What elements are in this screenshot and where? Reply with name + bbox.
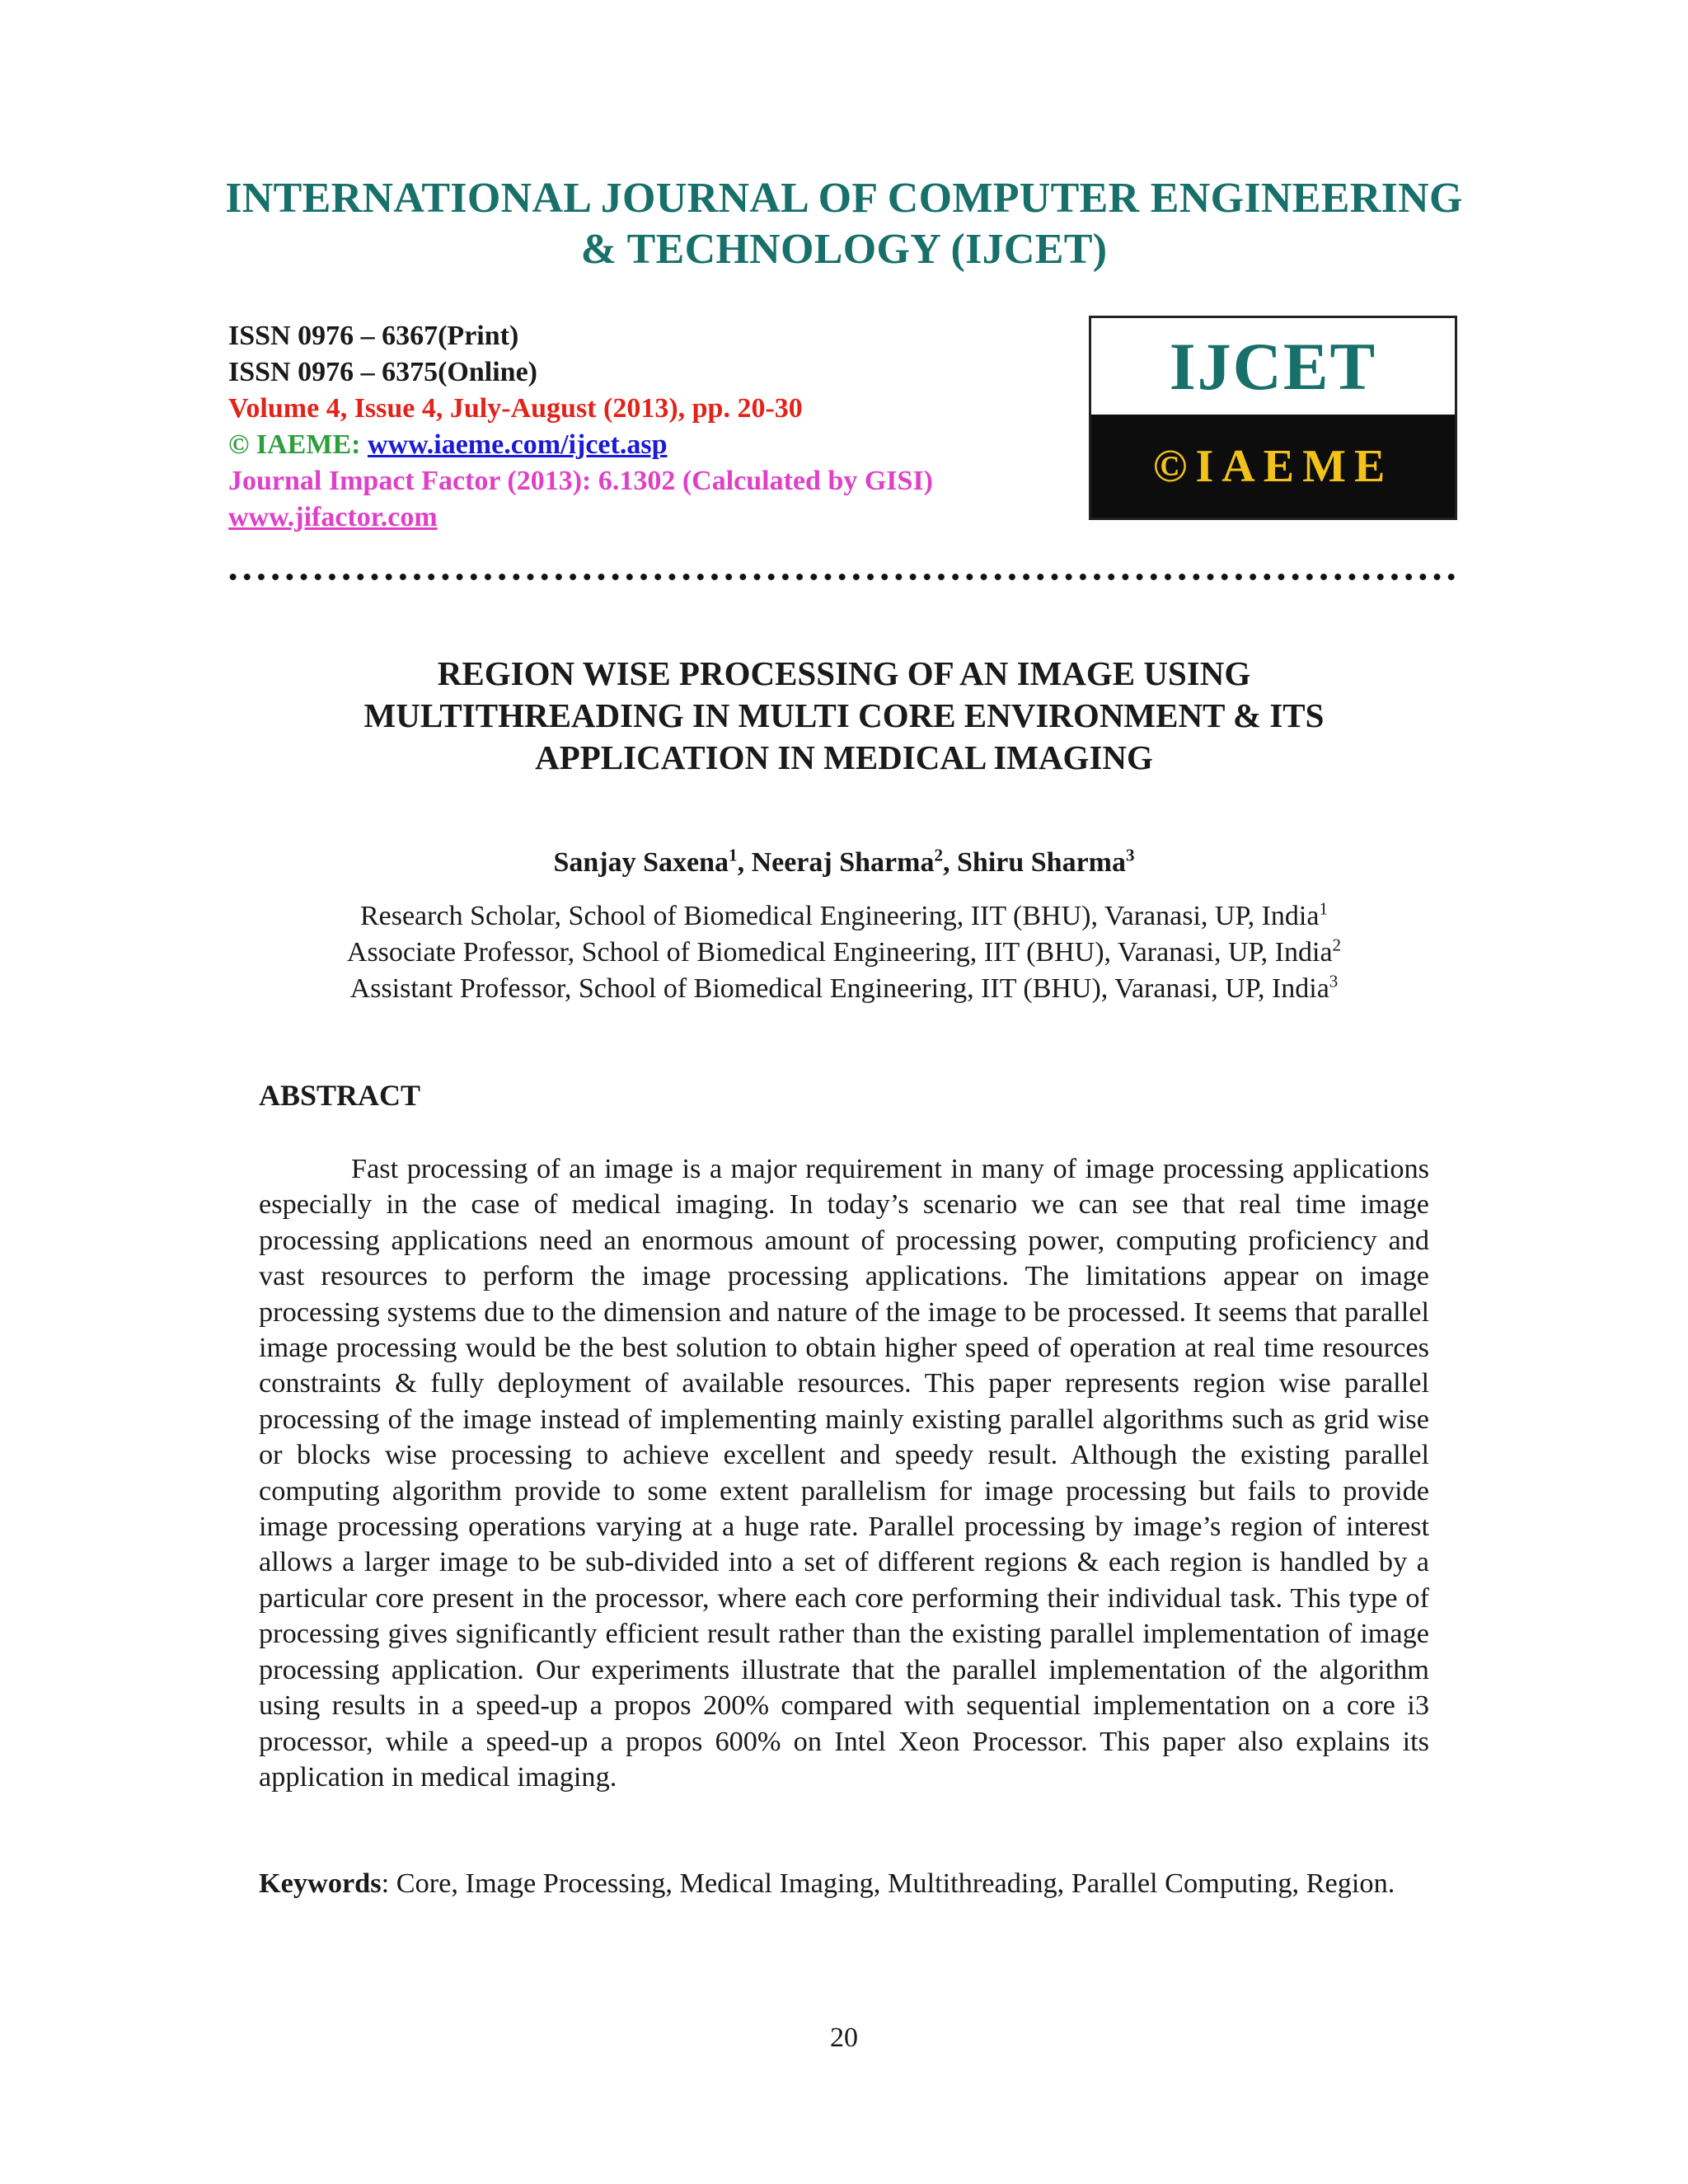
journal-title-line-1: INTERNATIONAL JOURNAL OF COMPUTER ENGINEERING [225, 175, 1463, 222]
affiliation-text: Assistant Professor, School of Biomedical Engineering, IIT (BHU), Varanasi, UP, India [349, 973, 1329, 1004]
abstract-heading: ABSTRACT [259, 1079, 421, 1112]
copyright-line [228, 427, 1053, 463]
author-sup: 3 [1126, 845, 1135, 865]
journal-title [0, 173, 1688, 275]
author-sup: 2 [934, 845, 943, 865]
affiliation-sup: 3 [1329, 971, 1339, 991]
author-separator: , [943, 847, 957, 878]
impact-factor: Journal Impact Factor (2013): 6.1302 (Calculated by GISI) [228, 466, 933, 496]
journal-title-line-2: & TECHNOLOGY (IJCET) [580, 226, 1108, 273]
journal-metadata [228, 318, 1053, 536]
affiliation-list [0, 898, 1688, 1007]
author-name: Neeraj Sharma [751, 847, 935, 878]
journal-url-link[interactable]: www.iaeme.com/ijcet.asp [367, 429, 668, 460]
ijcet-logo [1089, 316, 1457, 520]
paper-title-line-3: APPLICATION IN MEDICAL IMAGING [535, 738, 1153, 776]
author-separator: , [737, 847, 752, 878]
affiliation-text: Associate Professor, School of Biomedical Engineering, IIT (BHU), Varanasi, UP, India [346, 937, 1333, 968]
affiliation-item [0, 971, 1688, 1007]
affiliation-sup: 2 [1332, 935, 1342, 955]
logo-iaeme-text: ©IAEME [1091, 415, 1455, 518]
paper-title [0, 653, 1688, 779]
author-name: Shiru Sharma [957, 847, 1126, 878]
keywords-label: Keywords [259, 1868, 382, 1899]
affiliation-text: Research Scholar, School of Biomedical Engineering, IIT (BHU), Varanasi, UP, India [359, 901, 1320, 931]
affiliation-item [0, 935, 1688, 971]
abstract-body: Fast processing of an image is a major requirement in many of image processing applications especially in the case of medical imaging. In today’s scenario we can see that real time image processing applications need an enormous amount of processing power, computing proficiency and vast resources to perform the image processing applications. The limitations appear on image processing systems due to the dimension and nature of the image to be processed. It seems that parallel image processing would be the best solution to obtain higher speed of operation at real time resources constraints & fully deployment of available resources. This paper represents region wise parallel processing of the image instead of implementing mainly existing parallel algorithms such as grid wise or blocks wise processing to achieve excellent and speedy result. Although the existing parallel computing algorithm provide to some extent parallelism for image processing but fails to provide image processing operations varying at a huge rate. Parallel processing by image’s region of interest allows a larger image to be sub-divided into a set of different regions & each region is handled by a particular core present in the processor, where each core performing their individual task. This type of processing gives significantly efficient result rather than the existing parallel implementation of image processing application. Our experiments illustrate that the parallel implementation of the algorithm using results in a speed-up a propos 200% compared with sequential implementation on a core i3 processor, while a speed-up a propos 600% on Intel Xeon Processor. This paper also explains its application in medical imaging. [259, 1153, 1429, 1793]
paper-title-line-2: MULTITHREADING IN MULTI CORE ENVIRONMENT & ITS [363, 696, 1325, 734]
impact-url-link[interactable]: www.jifactor.com [228, 502, 438, 532]
page-number: 20 [830, 2022, 858, 2053]
keywords-text: : Core, Image Processing, Medical Imaging, Multithreading, Parallel Computing, Region. [381, 1868, 1395, 1899]
author-sup: 1 [729, 845, 738, 865]
dotted-divider [226, 571, 1457, 583]
author-list [0, 845, 1688, 881]
affiliation-sup: 1 [1319, 898, 1329, 919]
affiliation-item [0, 898, 1688, 935]
author-name: Sanjay Saxena [553, 847, 729, 878]
issn-online: ISSN 0976 – 6375(Online) [228, 357, 537, 387]
paper-title-line-1: REGION WISE PROCESSING OF AN IMAGE USING [437, 654, 1251, 692]
volume-issue: Volume 4, Issue 4, July-August (2013), pp. 20-30 [228, 393, 803, 424]
issn-print: ISSN 0976 – 6367(Print) [228, 321, 519, 351]
logo-ijcet-text: IJCET [1169, 329, 1377, 404]
copyright-label: © IAEME: [228, 429, 368, 460]
keywords-paragraph [259, 1866, 1429, 1901]
